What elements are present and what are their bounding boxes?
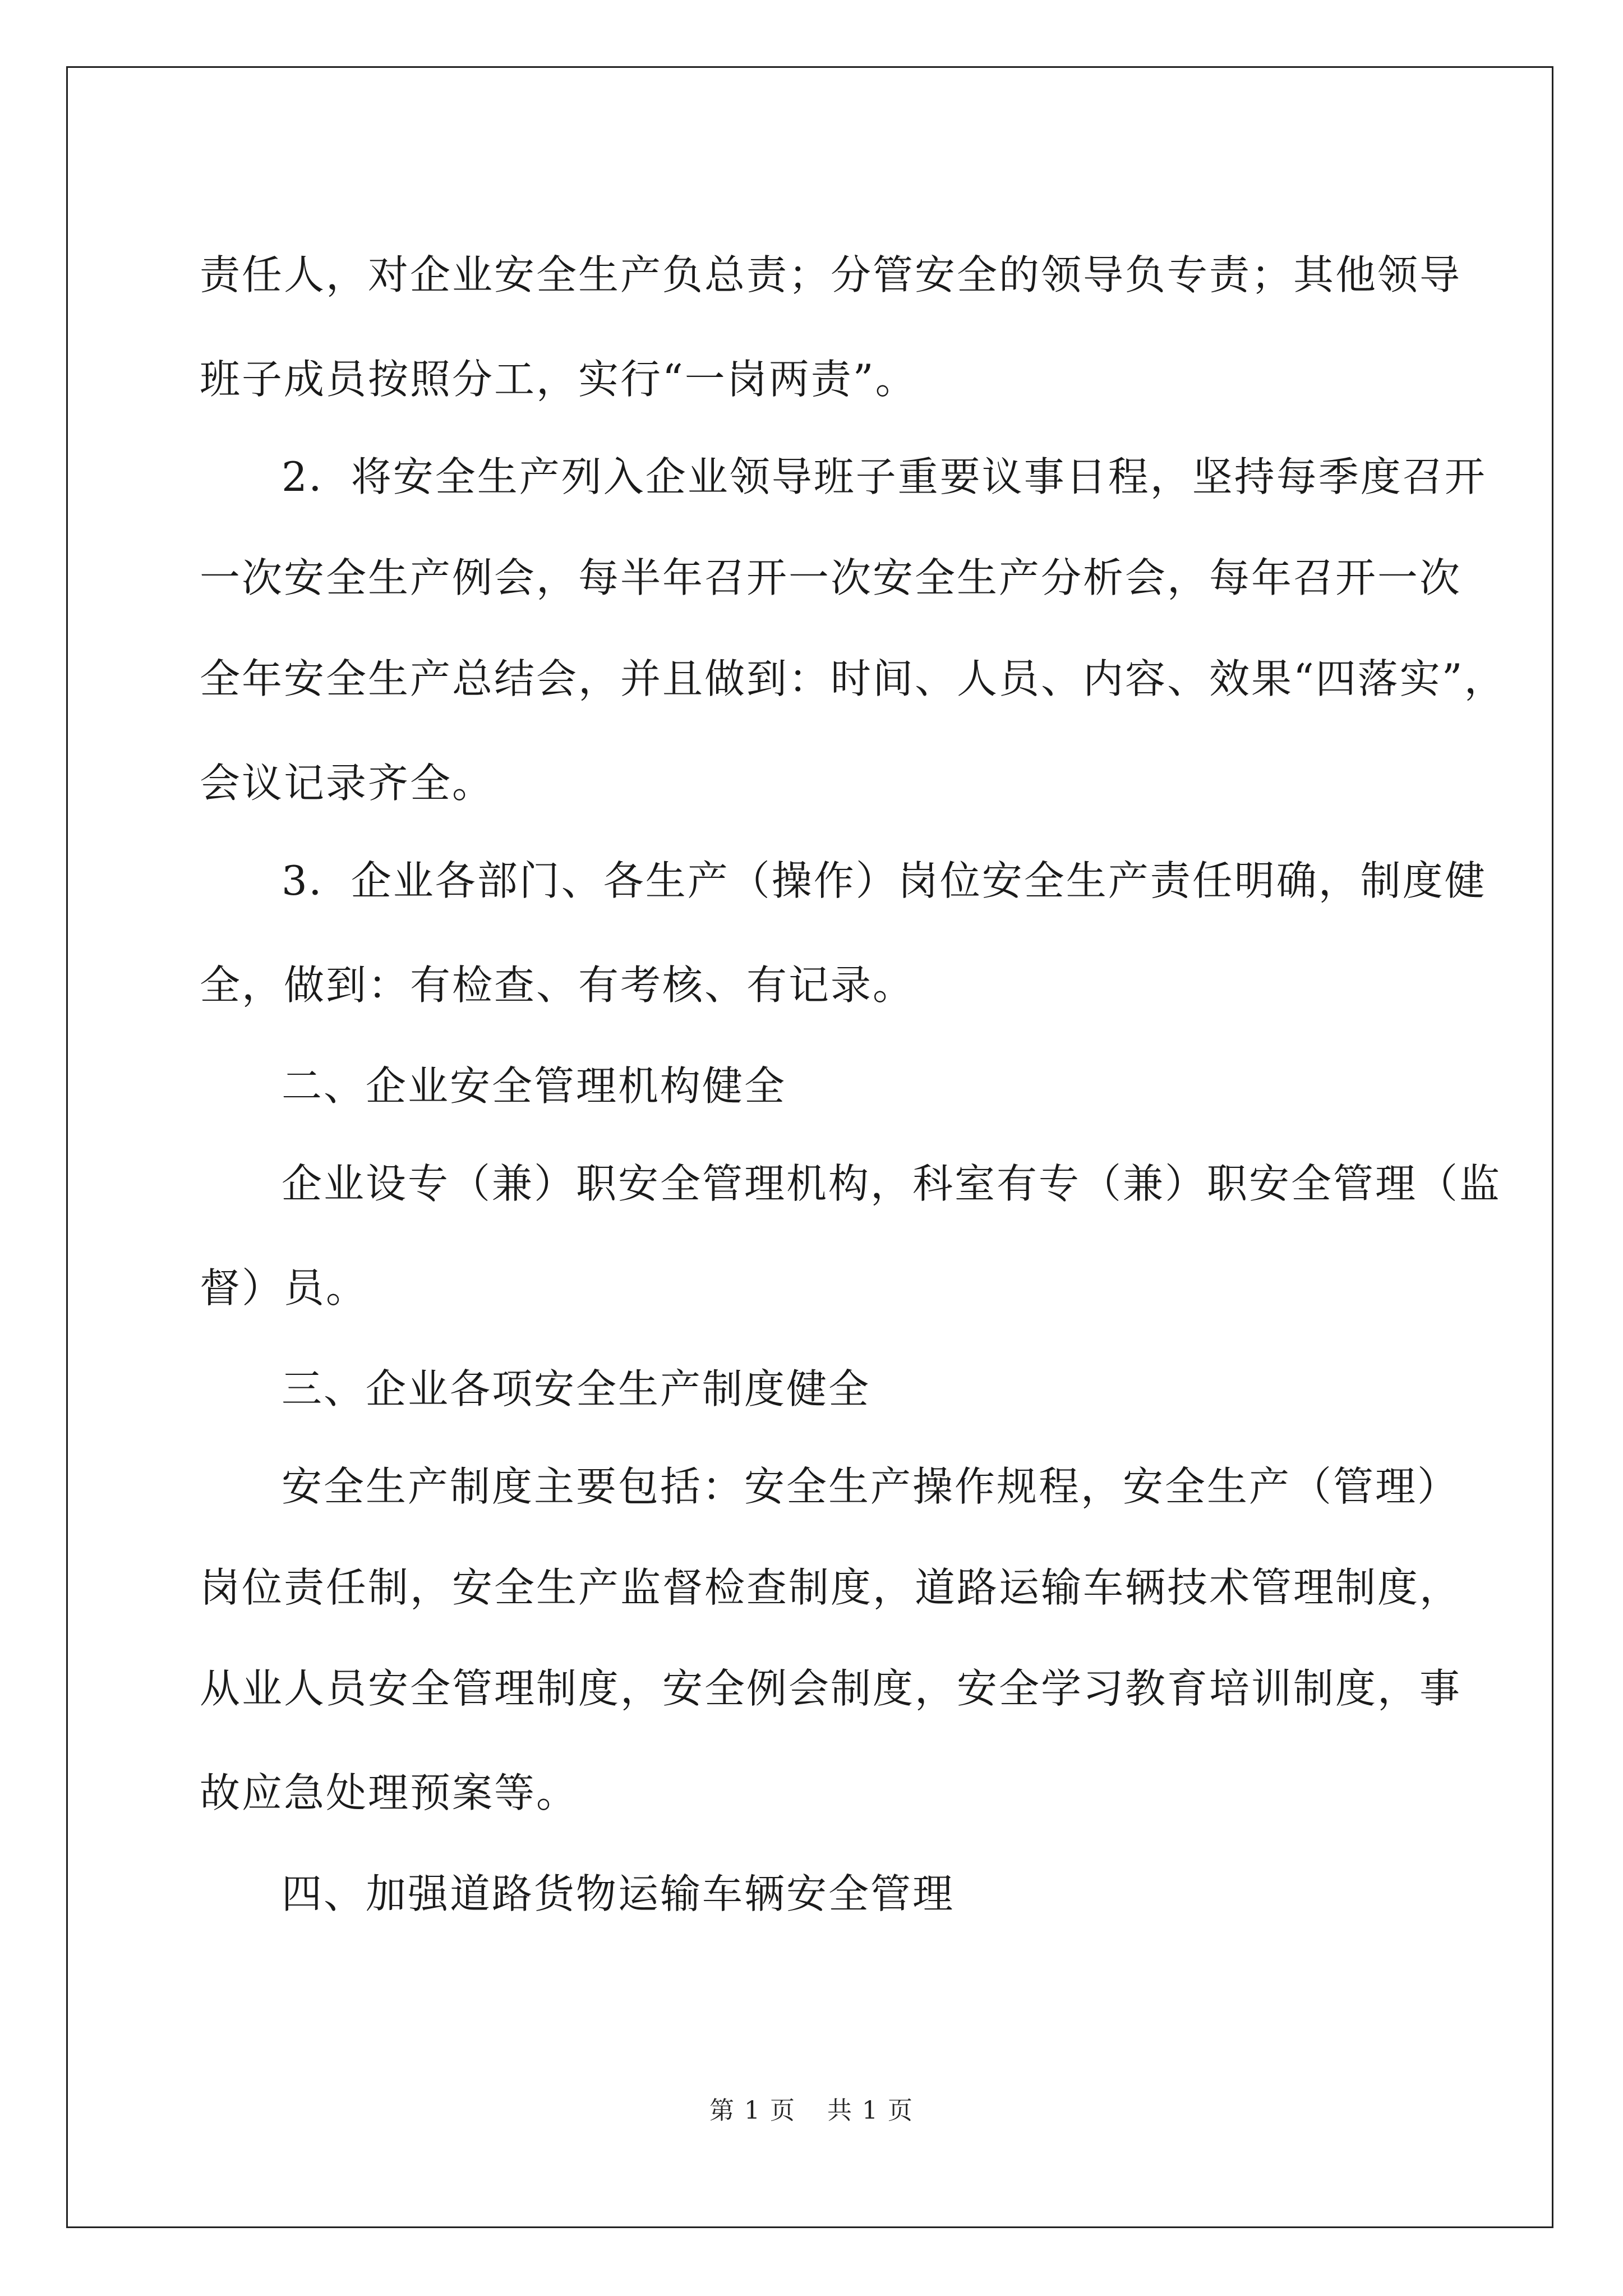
section-heading: 二、企业安全管理机构健全: [282, 1062, 787, 1110]
page-footer: [0, 2090, 1623, 2126]
text-line: 企业设专（兼）职安全管理机构，科室有专（兼）职安全管理（监: [282, 1160, 1502, 1207]
text-line: 班子成员按照分工，实行“一岗两责”。: [200, 356, 917, 403]
text-line: 责任人，对企业安全生产负总责；分管安全的领导负专责；其他领导: [200, 251, 1462, 298]
page-total: 共 1 页: [827, 2096, 914, 2125]
numbered-paragraph: 3．企业各部门、各生产（操作）岗位安全生产责任明确，制度健: [282, 857, 1487, 904]
section-heading: 三、企业各项安全生产制度健全: [282, 1365, 871, 1412]
text-line: 督）员。: [200, 1264, 368, 1312]
numbered-paragraph: 2．将安全生产列入企业领导班子重要议事日程，坚持每季度召开: [282, 453, 1487, 500]
text-line: 全，做到：有检查、有考核、有记录。: [200, 961, 915, 1009]
document-body: [200, 224, 1506, 1941]
text-line: 全年安全生产总结会，并且做到：时间、人员、内容、效果“四落实”，: [200, 655, 1506, 702]
text-line: 会议记录齐全。: [200, 760, 495, 807]
text-line: 故应急处理预案等。: [200, 1769, 579, 1816]
text-line: 从业人员安全管理制度，安全例会制度，安全学习教育培训制度，事: [200, 1665, 1462, 1712]
text-line: 安全生产制度主要包括：安全生产操作规程，安全生产（管理）: [282, 1463, 1460, 1510]
page-number: 第 1 页: [709, 2096, 796, 2125]
text-line: 一次安全生产例会，每半年召开一次安全生产分析会，每年召开一次: [200, 554, 1462, 601]
text-line: 岗位责任制，安全生产监督检查制度，道路运输车辆技术管理制度，: [200, 1564, 1462, 1611]
section-heading: 四、加强道路货物运输车辆安全管理: [282, 1870, 955, 1917]
